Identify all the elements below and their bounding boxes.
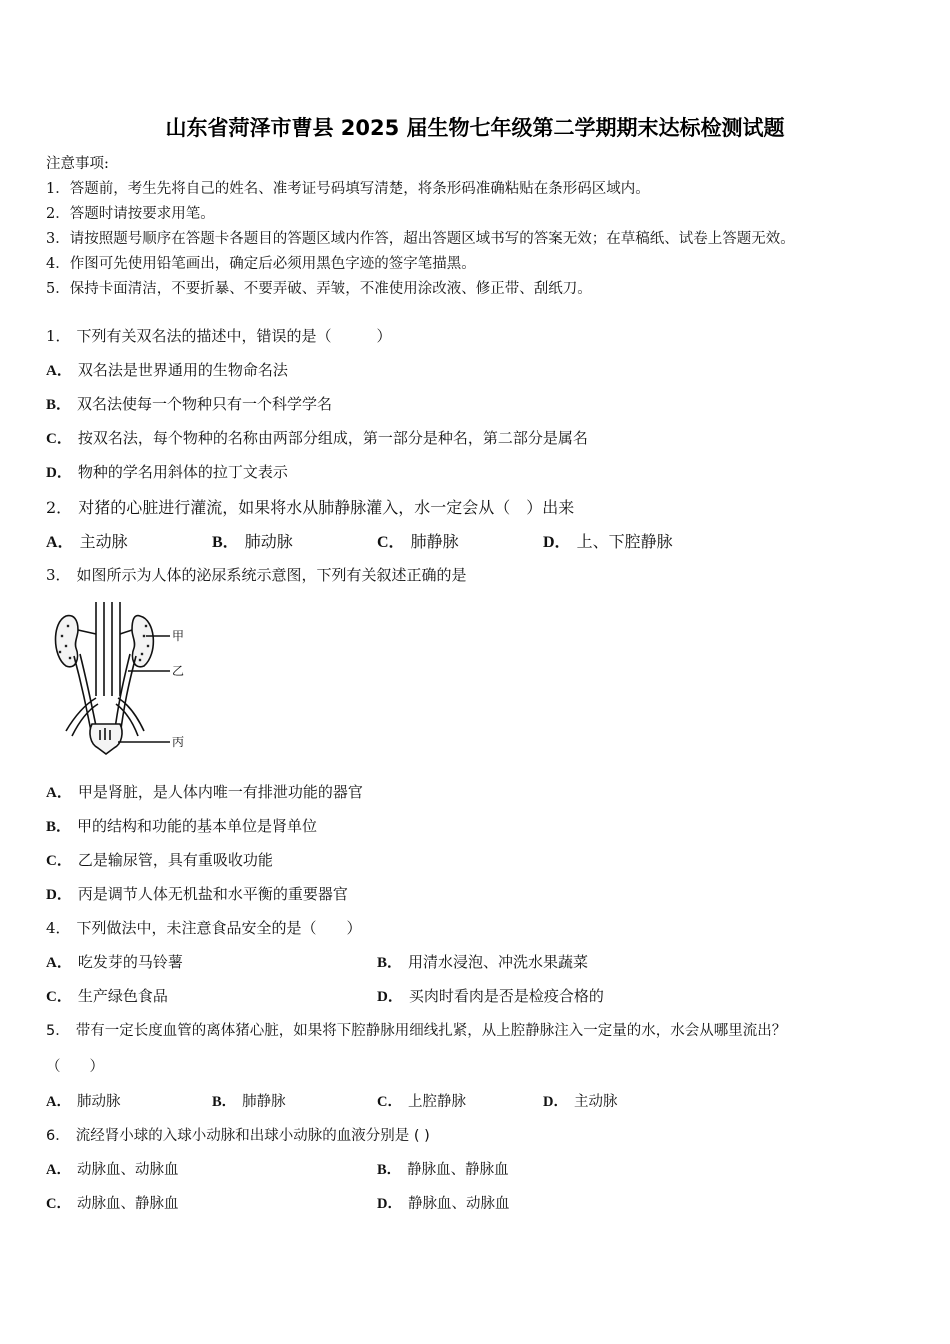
note-item: 5．保持卡面清洁，不要折暴、不要弄破、弄皱，不准使用涂改液、修正带、刮纸刀。 bbox=[46, 281, 592, 297]
question-4-options-row-1: A． 吃发芽的马铃薯 B． 用清水浸泡、冲洗水果蔬菜 bbox=[46, 953, 589, 971]
page-title: 山东省菏泽市曹县 2025 届生物七年级第二学期期末达标检测试题 bbox=[165, 116, 785, 140]
question-4-options-row-2: C． 生产绿色食品 D． 买肉时看肉是否是检疫合格的 bbox=[46, 987, 604, 1005]
question-5-options: A． 肺动脉 B． 肺静脉 C． 上腔静脉 D． 主动脉 bbox=[46, 1094, 618, 1110]
note-item: 4．作图可先使用铅笔画出，确定后必须用黑色字迹的签字笔描黑。 bbox=[46, 256, 476, 272]
question-1-stem: 1． 下列有关双名法的描述中，错误的是（ ） bbox=[46, 327, 392, 345]
question-2-options: A． 主动脉 B． 肺动脉 C． 肺静脉 D． 上、下腔静脉 bbox=[46, 532, 673, 551]
question-3-stem: 3． 如图所示为人体的泌尿系统示意图，下列有关叙述正确的是 bbox=[46, 566, 467, 584]
question-1-option-d: D． 物种的学名用斜体的拉丁文表示 bbox=[46, 463, 288, 481]
question-3-option-c: C． 乙是输尿管，具有重吸收功能 bbox=[46, 851, 273, 869]
question-3-option-a: A． 甲是肾脏，是人体内唯一有排泄功能的器官 bbox=[46, 783, 363, 801]
urinary-system-diagram-icon bbox=[48, 596, 198, 756]
question-6-options-row-2: C． 动脉血、静脉血 D． 静脉血、动脉血 bbox=[46, 1196, 510, 1212]
question-5-stem-continued: （ ） bbox=[46, 1059, 104, 1075]
question-1-option-a: A． 双名法是世界通用的生物命名法 bbox=[46, 361, 288, 379]
note-item: 3．请按照题号顺序在答题卡各题目的答题区域内作答，超出答题区域书写的答案无效；在草稿纸、试卷上答题无效。 bbox=[46, 231, 795, 247]
question-1-option-b: B． 双名法使每一个物种只有一个科学学名 bbox=[46, 395, 333, 413]
question-3-option-b: B． 甲的结构和功能的基本单位是肾单位 bbox=[46, 817, 318, 835]
question-2-stem: 2． 对猪的心脏进行灌流，如果将水从肺静脉灌入，水一定会从（ ）出来 bbox=[46, 498, 575, 517]
notes-section bbox=[46, 152, 795, 302]
question-6-stem: 6． 流经肾小球的入球小动脉和出球小动脉的血液分别是 ( ) bbox=[46, 1128, 430, 1144]
question-6-options-row-1: A． 动脉血、动脉血 B． 静脉血、静脉血 bbox=[46, 1162, 509, 1178]
label-jia: 甲 bbox=[172, 629, 185, 643]
question-4-stem: 4． 下列做法中，未注意食品安全的是（ ） bbox=[46, 919, 362, 937]
label-yi: 乙 bbox=[172, 664, 185, 678]
urinary-system-figure bbox=[48, 596, 198, 756]
question-1-option-c: C． 按双名法，每个物种的名称由两部分组成，第一部分是种名，第二部分是属名 bbox=[46, 429, 588, 447]
note-item: 1．答题前，考生先将自己的姓名、准考证号码填写清楚，将条形码准确粘贴在条形码区域内。 bbox=[46, 181, 650, 197]
label-bing: 丙 bbox=[172, 735, 185, 749]
note-item: 2．答题时请按要求用笔。 bbox=[46, 206, 215, 222]
question-5-stem: 5． 带有一定长度血管的离体猪心脏，如果将下腔静脉用细线扎紧，从上腔静脉注入一定量的水，水会从哪里流出？ bbox=[46, 1023, 787, 1039]
notes-heading: 注意事项: bbox=[46, 156, 109, 172]
question-3-option-d: D． 丙是调节人体无机盐和水平衡的重要器官 bbox=[46, 885, 348, 903]
